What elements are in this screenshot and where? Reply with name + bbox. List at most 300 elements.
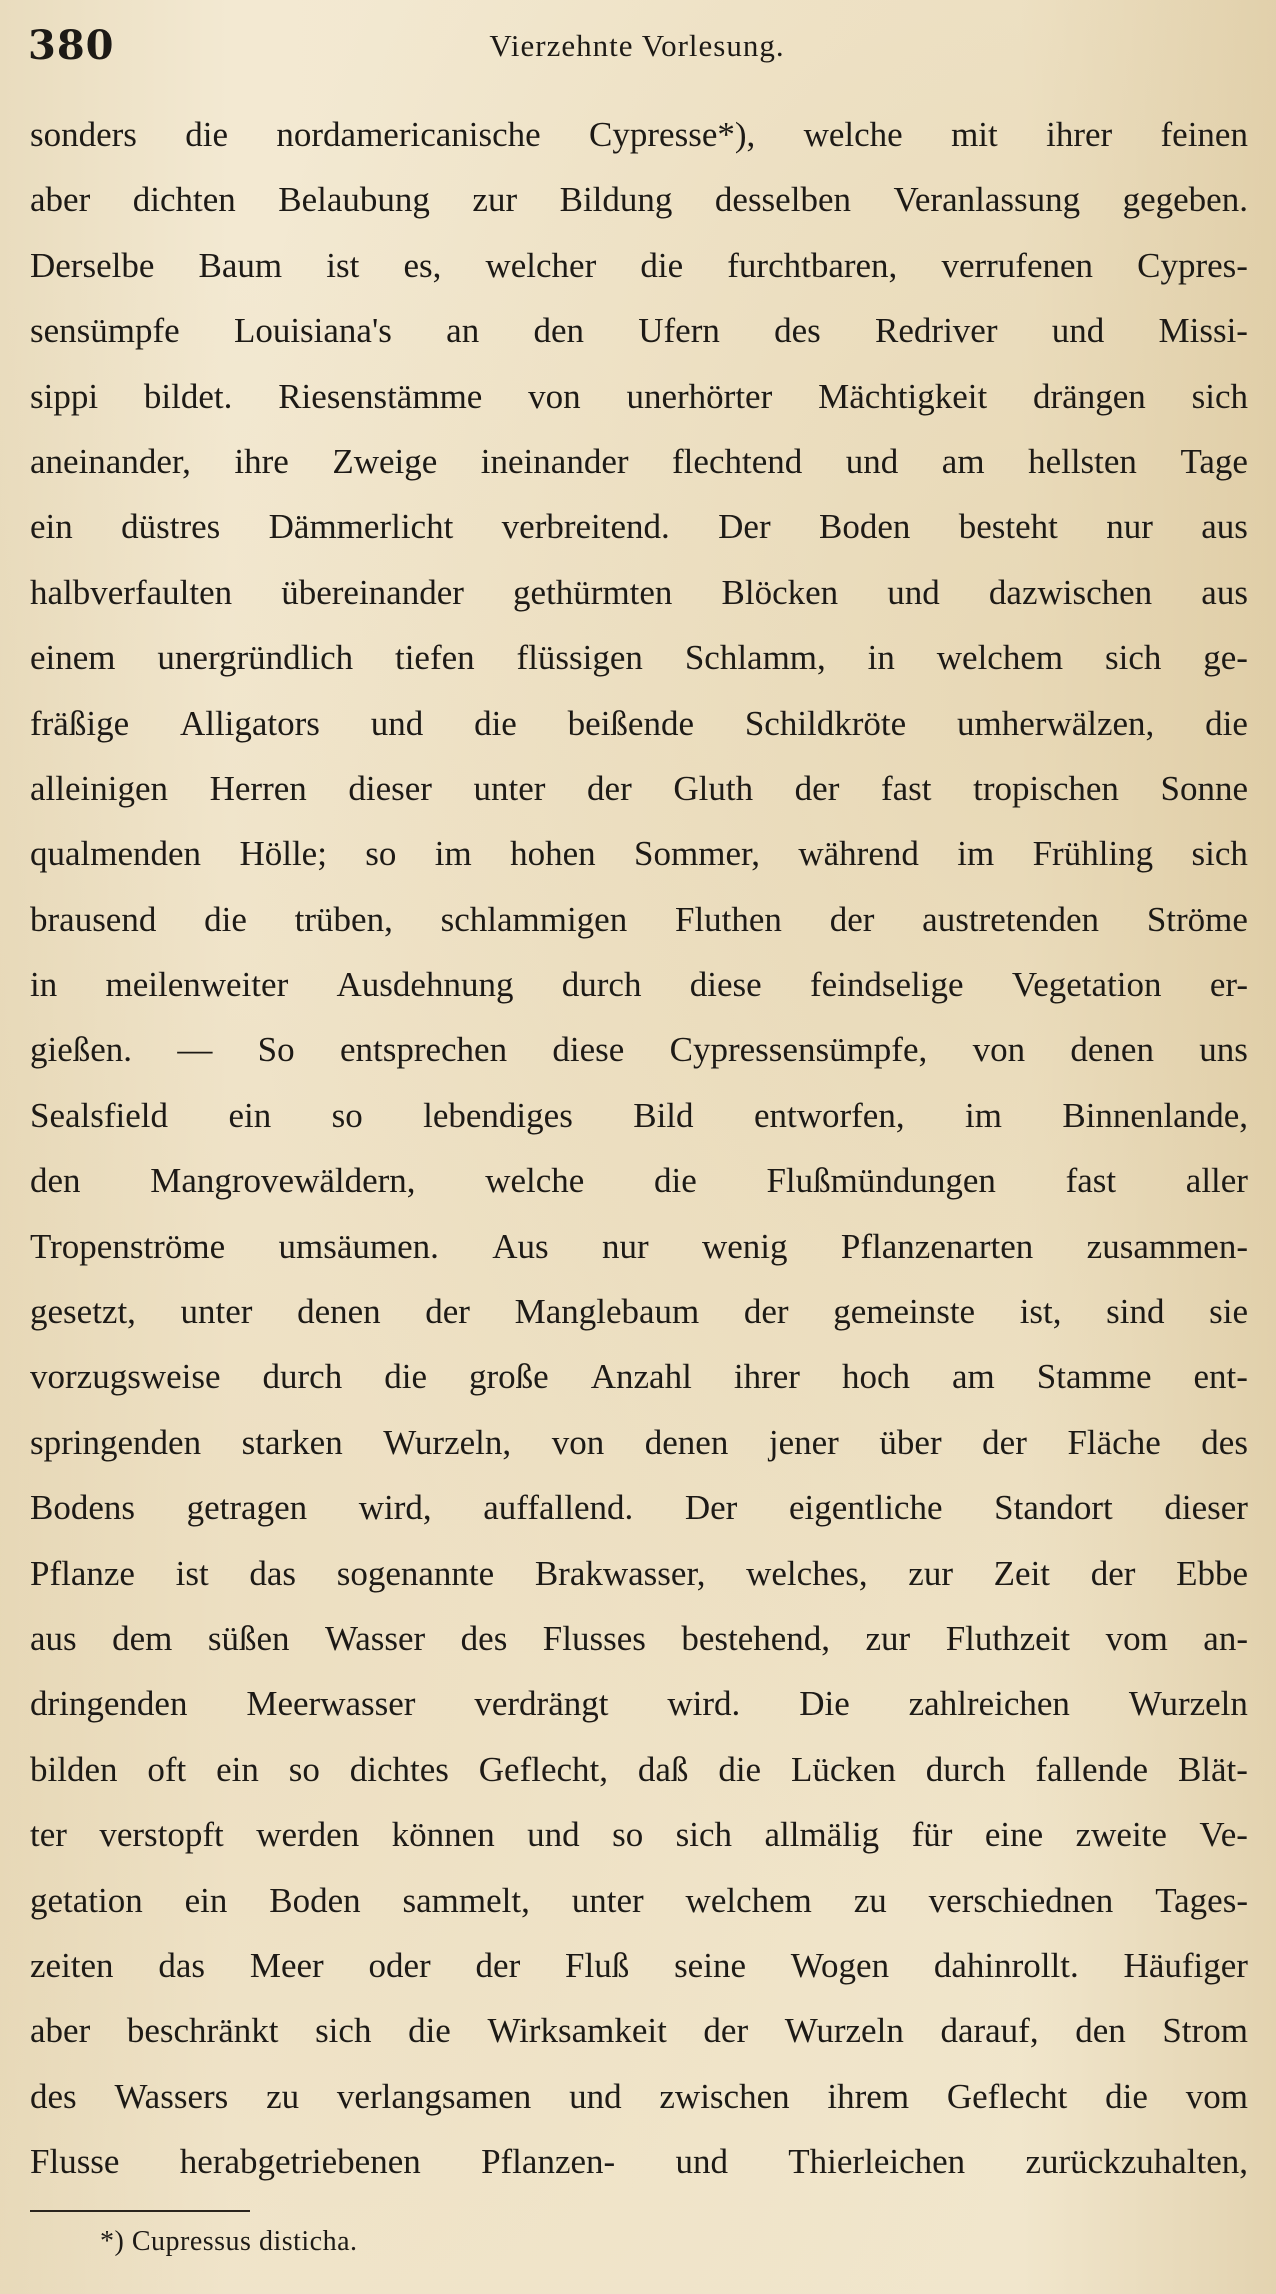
text-line — [30, 1475, 1248, 1540]
word: alleinigen — [30, 768, 169, 808]
word: gethürmten — [513, 572, 673, 612]
word: fallende — [1035, 1749, 1149, 1789]
text-line — [30, 756, 1248, 821]
word: wird. — [667, 1684, 741, 1724]
word: auffallend. — [483, 1488, 634, 1528]
word: Riesenstämme — [278, 376, 483, 416]
word: dichten — [132, 180, 236, 220]
word: durch — [925, 1749, 1006, 1789]
word: dieser — [1164, 1488, 1248, 1528]
word: Sommer, — [634, 834, 760, 874]
word: zurückzuhalten, — [1025, 2142, 1248, 2182]
word: entworfen, — [753, 1095, 905, 1135]
word: meilenweiter — [105, 965, 289, 1005]
word: Belaubung — [278, 180, 430, 220]
word: zusammen- — [1086, 1226, 1248, 1266]
word: welche — [803, 115, 903, 154]
word: können — [391, 1815, 495, 1855]
word: der — [794, 768, 840, 808]
text-line — [30, 887, 1248, 952]
text-line — [30, 625, 1248, 690]
word: Bodens — [30, 1488, 135, 1528]
word: eigentliche — [788, 1488, 943, 1528]
word: Boden — [818, 507, 911, 547]
word: der — [587, 768, 632, 808]
text-line — [30, 1214, 1248, 1279]
word: Brakwasser, — [534, 1553, 706, 1593]
word: Meer — [249, 1945, 324, 1985]
word: den — [1075, 2011, 1126, 2051]
word: aus — [1201, 572, 1248, 612]
word: Wasser — [324, 1618, 426, 1658]
word: ein — [228, 1095, 272, 1135]
word: desselben — [714, 180, 851, 220]
word: Mächtigkeit — [818, 376, 988, 416]
word: unter — [473, 768, 546, 808]
word: im — [957, 834, 995, 874]
word: Häufiger — [1123, 1945, 1248, 1985]
word: werden — [256, 1815, 360, 1855]
word: diese — [552, 1030, 625, 1070]
word: durch — [262, 1357, 343, 1397]
word: Derselbe — [30, 245, 155, 285]
text-line — [30, 1083, 1248, 1148]
word: jener — [768, 1422, 839, 1462]
word: flechtend — [672, 441, 803, 481]
word: Standort — [994, 1488, 1113, 1528]
word: die — [640, 245, 684, 285]
word: denen — [1070, 1030, 1154, 1070]
word: fast — [1065, 1161, 1117, 1201]
word: dazwischen — [988, 572, 1153, 612]
word: drängen — [1033, 376, 1146, 416]
word: und — [675, 2142, 728, 2182]
word: Geflecht, — [478, 1749, 609, 1789]
word: Wurzeln, — [383, 1422, 512, 1462]
word: verdrängt — [474, 1684, 609, 1724]
word: Pflanze — [30, 1553, 135, 1593]
word: Gluth — [673, 768, 754, 808]
word: sensümpfe — [30, 311, 180, 351]
word: am — [952, 1357, 995, 1397]
word: in — [30, 965, 58, 1005]
word: umsäumen. — [278, 1226, 439, 1266]
word: Vegetation — [1011, 965, 1162, 1005]
word: aber — [30, 180, 91, 220]
word: Redriver — [875, 311, 998, 351]
word: zeiten — [30, 1945, 114, 1985]
word: der — [743, 1292, 789, 1332]
word: Der — [718, 507, 771, 547]
word: Pflanzen- — [481, 2142, 616, 2182]
word: der — [1090, 1553, 1136, 1593]
word: Ausdehnung — [336, 965, 514, 1005]
word: So — [257, 1030, 295, 1070]
word: Wurzeln — [784, 2011, 904, 2051]
word: den — [30, 1161, 81, 1201]
word: eine — [984, 1815, 1044, 1855]
word: beschränkt — [126, 2011, 279, 2051]
word: besteht — [958, 507, 1058, 547]
word: Thierleichen — [788, 2142, 966, 2182]
word: ist, — [1019, 1292, 1062, 1332]
word: ent- — [1193, 1357, 1248, 1397]
word: zweite — [1075, 1815, 1167, 1855]
word: Louisiana's — [233, 311, 392, 351]
word: Wurzeln — [1128, 1684, 1248, 1724]
word: Pflanzenarten — [840, 1226, 1034, 1266]
word: fräßige — [30, 703, 130, 743]
word: sich — [315, 2011, 372, 2051]
word: aller — [1185, 1161, 1248, 1201]
word: getation — [30, 1880, 143, 1920]
word: beißende — [567, 703, 694, 743]
word: Stamme — [1036, 1357, 1152, 1397]
word: vom — [1185, 2076, 1248, 2116]
word: Sealsfield — [30, 1095, 169, 1135]
word: springenden — [30, 1422, 202, 1462]
word: zur — [472, 180, 518, 220]
word: das — [158, 1945, 206, 1985]
word: von — [528, 376, 581, 416]
word: Schildkröte — [744, 703, 907, 743]
word: Ebbe — [1176, 1553, 1248, 1593]
word: welches, — [746, 1553, 868, 1593]
word: in — [867, 638, 895, 678]
word: qualmenden — [30, 834, 202, 874]
word: sich — [1191, 834, 1248, 874]
word: Ve- — [1199, 1815, 1248, 1855]
word: verstopft — [99, 1815, 224, 1855]
word: der — [829, 899, 875, 939]
word: Hölle; — [239, 834, 327, 874]
word: daß — [637, 1749, 689, 1789]
word: Fluß — [565, 1945, 630, 1985]
footnote: *) Cupressus disticha. — [100, 2226, 358, 2257]
text-line — [30, 952, 1248, 1017]
word: welcher — [485, 245, 597, 285]
word: austretenden — [922, 899, 1100, 939]
word: flüssigen — [516, 638, 643, 678]
word: Cypresse*), — [589, 115, 756, 154]
word: zur — [865, 1618, 911, 1658]
text-line — [30, 1148, 1248, 1213]
word: der — [425, 1292, 470, 1332]
text-line — [30, 1606, 1248, 1671]
word: entsprechen — [339, 1030, 508, 1070]
text-line — [30, 821, 1248, 886]
word: dringenden — [30, 1684, 188, 1724]
word: feindselige — [809, 965, 964, 1005]
word: welchem — [685, 1880, 812, 1920]
word: Dämmerlicht — [268, 507, 454, 547]
word: Mangrovewäldern, — [150, 1161, 416, 1201]
word: Strom — [1162, 2011, 1248, 2051]
word: sich — [1104, 638, 1162, 678]
word: die — [718, 1749, 762, 1789]
word: der — [475, 1945, 521, 1985]
word: Wogen — [790, 1945, 890, 1985]
word: Tage — [1180, 441, 1248, 481]
word: Bild — [633, 1095, 694, 1135]
word: an- — [1203, 1618, 1248, 1658]
word: düstres — [121, 507, 221, 547]
word: sich — [675, 1815, 733, 1855]
word: er- — [1209, 965, 1248, 1005]
word: allmälig — [764, 1815, 880, 1855]
word: Schlamm, — [684, 638, 826, 678]
word: während — [798, 834, 919, 874]
word: ter — [30, 1815, 67, 1855]
word: die — [474, 703, 517, 743]
word: Anzahl — [590, 1357, 692, 1397]
word: Fläche — [1067, 1422, 1161, 1462]
text-line — [30, 1737, 1248, 1802]
word: — — [177, 1030, 213, 1070]
text-line — [30, 1410, 1248, 1475]
word: Lücken — [790, 1749, 896, 1789]
word: Cypressensümpfe, — [669, 1030, 928, 1070]
word: aus — [1201, 507, 1248, 547]
word: und — [527, 1815, 580, 1855]
word: und — [370, 703, 424, 743]
word: vorzugsweise — [30, 1357, 221, 1397]
word: ist — [326, 245, 360, 285]
word: verlangsamen — [336, 2076, 532, 2116]
word: ihre — [234, 441, 289, 481]
word: Ufern — [638, 311, 720, 351]
text-line — [30, 1933, 1248, 1998]
word: Bildung — [559, 180, 673, 220]
word: wird, — [358, 1488, 432, 1528]
word: oder — [368, 1945, 431, 1985]
text-line — [30, 1868, 1248, 1933]
word: trüben, — [294, 899, 393, 939]
word: hellsten — [1028, 441, 1137, 481]
word: gemeinste — [833, 1292, 976, 1332]
word: tropischen — [973, 768, 1119, 808]
word: bildet. — [143, 376, 233, 416]
word: zahlreichen — [908, 1684, 1070, 1724]
word: zwischen — [659, 2076, 790, 2116]
word: des — [460, 1618, 508, 1658]
word: das — [249, 1553, 297, 1593]
text-line — [30, 167, 1248, 232]
word: von — [972, 1030, 1026, 1070]
word: verbreitend. — [501, 507, 670, 547]
word: Alligators — [179, 703, 320, 743]
word: Tropenströme — [30, 1226, 226, 1266]
text-line — [30, 1802, 1248, 1867]
word: wenig — [702, 1226, 788, 1266]
word: nordamericanische — [276, 115, 541, 154]
word: und — [569, 2076, 622, 2116]
word: bestehend, — [681, 1618, 831, 1658]
word: Zweige — [332, 441, 438, 481]
word: zu — [266, 2076, 300, 2116]
text-line — [30, 364, 1248, 429]
word: gießen. — [30, 1030, 133, 1070]
word: Fluthzeit — [945, 1618, 1071, 1658]
word: lebendiges — [423, 1095, 573, 1135]
word: Flußmündungen — [766, 1161, 996, 1201]
word: ein — [30, 507, 73, 547]
word: große — [469, 1357, 549, 1397]
word: schlammigen — [440, 899, 628, 939]
word: und — [887, 572, 940, 612]
word: Frühling — [1032, 834, 1154, 874]
text-line — [30, 2064, 1248, 2129]
word: aneinander, — [30, 441, 191, 481]
text-line — [30, 1541, 1248, 1606]
word: feinen — [1160, 115, 1248, 154]
text-line — [30, 494, 1248, 559]
word: sich — [1191, 376, 1248, 416]
text-line — [30, 233, 1248, 298]
text-line — [30, 1671, 1248, 1736]
word: im — [964, 1095, 1002, 1135]
word: fast — [880, 768, 932, 808]
word: dieser — [348, 768, 432, 808]
word: dahinrollt. — [933, 1945, 1079, 1985]
text-line — [30, 1279, 1248, 1344]
word: umherwälzen, — [957, 703, 1155, 743]
word: die — [1105, 2076, 1148, 2116]
page-number: 380 — [28, 22, 115, 69]
word: ihrer — [733, 1357, 800, 1397]
word: die — [1205, 703, 1248, 743]
word: ge- — [1203, 638, 1248, 678]
word: gegeben. — [1122, 180, 1248, 220]
word: Tages- — [1155, 1880, 1248, 1920]
word: darauf, — [940, 2011, 1039, 2051]
word: nur — [1106, 507, 1153, 547]
word: brausend — [30, 899, 157, 939]
word: sippi — [30, 376, 99, 416]
word: Zeit — [993, 1553, 1051, 1593]
text-line — [30, 1998, 1248, 2063]
word: des — [30, 2076, 77, 2116]
word: unter — [571, 1880, 644, 1920]
text-line — [30, 560, 1248, 625]
word: des — [774, 311, 821, 351]
word: Veranlassung — [893, 180, 1081, 220]
word: herabgetriebenen — [179, 2142, 421, 2182]
word: ein — [184, 1880, 228, 1920]
running-head: Vierzehnte Vorlesung. — [489, 28, 785, 63]
word: Blöcken — [721, 572, 839, 612]
word: der — [703, 2011, 749, 2051]
word: verschiednen — [928, 1880, 1114, 1920]
word: Blät- — [1177, 1749, 1248, 1789]
word: übereinander — [281, 572, 464, 612]
word: so — [331, 1095, 363, 1135]
word: ein — [216, 1749, 259, 1789]
footnote-rule — [30, 2210, 250, 2212]
word: Der — [684, 1488, 738, 1528]
word: ist — [175, 1553, 209, 1593]
word: dichtes — [349, 1749, 449, 1789]
word: Sonne — [1160, 768, 1248, 808]
word: ihrem — [827, 2076, 910, 2116]
word: die — [408, 2011, 451, 2051]
word: unergründlich — [157, 638, 354, 678]
word: der — [982, 1422, 1027, 1462]
word: zur — [908, 1553, 953, 1593]
word: aber — [30, 2011, 91, 2051]
word: seine — [674, 1945, 746, 1985]
word: sogenannte — [336, 1553, 495, 1593]
word: hoch — [841, 1357, 910, 1397]
text-line — [30, 2129, 1248, 2194]
word: am — [941, 441, 985, 481]
word: so — [612, 1815, 644, 1855]
word: Cypres- — [1137, 245, 1248, 285]
word: einem — [30, 638, 116, 678]
word: die — [384, 1357, 428, 1397]
word: von — [551, 1422, 605, 1462]
word: sonders — [30, 115, 137, 154]
word: die — [185, 115, 229, 154]
word: nur — [601, 1226, 649, 1266]
word: Fluthen — [674, 899, 782, 939]
word: die — [654, 1161, 697, 1201]
word: so — [288, 1749, 320, 1789]
word: unerhörter — [626, 376, 773, 416]
word: für — [911, 1815, 953, 1855]
text-line — [30, 429, 1248, 494]
word: an — [446, 311, 480, 351]
text-line — [30, 102, 1248, 167]
word: getragen — [186, 1488, 308, 1528]
word: denen — [644, 1422, 729, 1462]
word: uns — [1199, 1030, 1248, 1070]
word: hohen — [510, 834, 596, 874]
word: tiefen — [394, 638, 475, 678]
word: Aus — [492, 1226, 549, 1266]
word: aus — [30, 1618, 77, 1658]
word: diese — [689, 965, 762, 1005]
word: Wirksamkeit — [487, 2011, 667, 2051]
word: es, — [403, 245, 442, 285]
word: ineinander — [480, 441, 629, 481]
word: Manglebaum — [514, 1292, 700, 1332]
word: Ströme — [1146, 899, 1248, 939]
word: Flusse — [30, 2142, 120, 2182]
word: dem — [112, 1618, 173, 1658]
word: Binnenlande, — [1062, 1095, 1248, 1135]
word: so — [365, 834, 397, 874]
word: und — [845, 441, 899, 481]
word: oft — [147, 1749, 187, 1789]
word: sind — [1106, 1292, 1165, 1332]
word: verrufenen — [941, 245, 1094, 285]
word: bilden — [30, 1749, 118, 1789]
word: ihrer — [1046, 115, 1113, 154]
word: Wassers — [114, 2076, 229, 2116]
word: und — [1051, 311, 1105, 351]
page-header — [28, 22, 1246, 80]
body-text — [30, 102, 1248, 2195]
word: Flusses — [542, 1618, 646, 1658]
word: Die — [799, 1684, 850, 1724]
word: sammelt, — [402, 1880, 530, 1920]
word: Missi- — [1158, 311, 1248, 351]
text-line — [30, 298, 1248, 363]
word: Boden — [269, 1880, 361, 1920]
word: den — [533, 311, 584, 351]
word: die — [204, 899, 247, 939]
